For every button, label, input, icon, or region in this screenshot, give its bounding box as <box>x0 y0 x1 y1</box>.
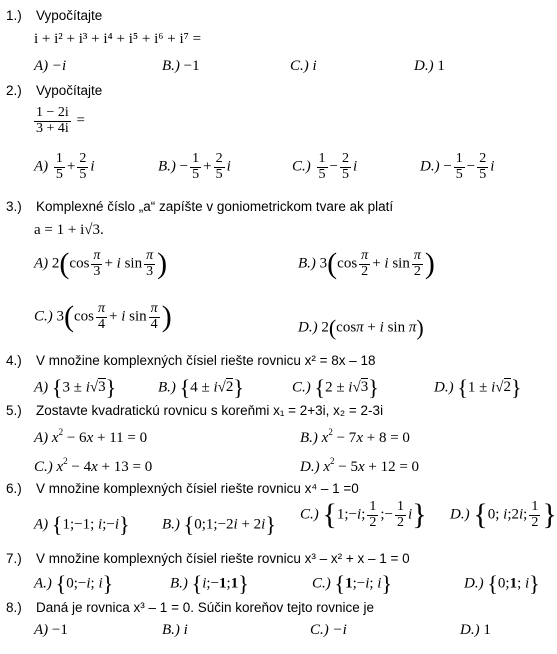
q2-option-a: A) $\frac{1}{5}$ + $\frac{2}{5}$ i <box>34 151 95 182</box>
q4-option-c: C.) {2 ± i√3} <box>292 375 379 400</box>
question-text: Zostavte kvadratickú rovnicu s koreňmi x₁ = 2+3i, x₂ = 2-3i <box>36 403 384 418</box>
q2-option-c: C.) $\frac{1}{5}$ − $\frac{2}{5}$ i <box>292 151 358 182</box>
question-number: 4.) <box>6 353 22 368</box>
q3-option-b: B.) 3(cos $\frac{\pi}{2}$ + i sin $\frac{\pi}{2}$ ) <box>298 247 435 281</box>
question-number: 7.) <box>6 551 22 566</box>
q7-option-b: B.) {i;−1;1} <box>170 571 249 596</box>
q7-option-a: A.) {0;−i; i} <box>34 571 114 596</box>
question-text: V množine komplexných čísiel riešte rovnicu x³ – x² + x – 1 = 0 <box>36 551 410 566</box>
question-6 <box>6 481 359 496</box>
q1-option-d: D.) 1 <box>414 58 445 74</box>
q5-option-a: A) $x^2 - 6x + 11 = 0$ <box>34 427 148 446</box>
q2-option-b: B.) − $\frac{1}{5}$ + $\frac{2}{5}$ i <box>158 151 231 182</box>
q6-option-a: A) {1;−1; i;−i} <box>34 512 130 537</box>
q2-fraction: $\frac{1 - 2i}{3 + 4i}$ = <box>36 105 86 136</box>
q3-definition: a = 1 + i√3. <box>34 222 104 238</box>
q3-option-d: D.) 2(cosπ + i sin π) <box>298 315 424 340</box>
question-text: Daná je rovnica x³ – 1 = 0. Súčin koreňov tejto rovnice je <box>36 600 375 615</box>
question-2 <box>6 83 102 98</box>
q2-option-d: D.) − $\frac{1}{5}$ − $\frac{2}{5}$ i <box>420 151 495 182</box>
question-7 <box>6 551 410 566</box>
q6-option-c: C.) {1;−i; $\frac{1}{2}$ ;− $\frac{1}{2}$ i} <box>300 498 427 532</box>
q8-option-d: D.) 1 <box>460 622 491 638</box>
q3-option-a: A) 2(cos $\frac{\pi}{3}$ + i sin $\frac{\pi}{3}$ ) <box>34 247 168 281</box>
q1-option-c: C.) i <box>290 58 317 74</box>
question-text: V množine komplexných čísiel riešte rovnicu x⁴ – 1 =0 <box>36 481 359 496</box>
question-8 <box>6 600 374 615</box>
q8-option-b: B.) i <box>162 622 188 638</box>
q4-option-d: D.) {1 ± i√2} <box>434 375 522 400</box>
q5-option-d: D.) $x^2 - 5x + 12 = 0$ <box>300 456 420 475</box>
question-number: 2.) <box>6 83 22 98</box>
question-1 <box>6 8 102 23</box>
q5-option-c: C.) $x^2 - 4x + 13 = 0$ <box>34 456 153 475</box>
q8-option-c: C.) −i <box>310 622 347 638</box>
question-number: 3.) <box>6 199 22 214</box>
question-number: 1.) <box>6 8 22 23</box>
q1-option-b: B.) −1 <box>162 58 200 74</box>
q1-option-a: A) −i <box>34 58 67 74</box>
question-text: Vypočítajte <box>36 83 103 98</box>
q4-option-a: A) {3 ± i√3} <box>34 375 117 400</box>
q7-option-d: D.) {0;1; i} <box>464 571 540 596</box>
question-text: Komplexné číslo „a“ zapíšte v goniometrickom tvare ak platí <box>36 199 394 214</box>
q7-option-c: C.) {1;−i; i} <box>312 571 393 596</box>
question-text: V množine komplexných čísiel riešte rovnicu x² = 8x – 18 <box>36 353 376 368</box>
question-5 <box>6 403 383 418</box>
question-3 <box>6 199 393 214</box>
question-number: 8.) <box>6 600 22 615</box>
question-number: 5.) <box>6 403 22 418</box>
q6-option-b: B.) {0;1;−2i + 2i} <box>162 512 276 537</box>
q1-expression: i + i² + i³ + i⁴ + i⁵ + i⁶ + i⁷ = <box>34 31 202 47</box>
q6-option-d: D.) {0; i;2i; $\frac{1}{2}$ } <box>450 498 557 532</box>
q3-option-c: C.) 3(cos $\frac{\pi}{4}$ + i sin $\frac{\pi}{4}$ ) <box>34 300 172 334</box>
q8-option-a: A) −1 <box>34 622 68 638</box>
question-4 <box>6 353 376 368</box>
question-text: Vypočítajte <box>36 8 103 23</box>
question-number: 6.) <box>6 481 22 496</box>
q5-option-b: B.) $x^2 - 7x + 8 = 0$ <box>300 427 410 446</box>
q4-option-b: B.) {4 ± i√2} <box>158 375 244 400</box>
